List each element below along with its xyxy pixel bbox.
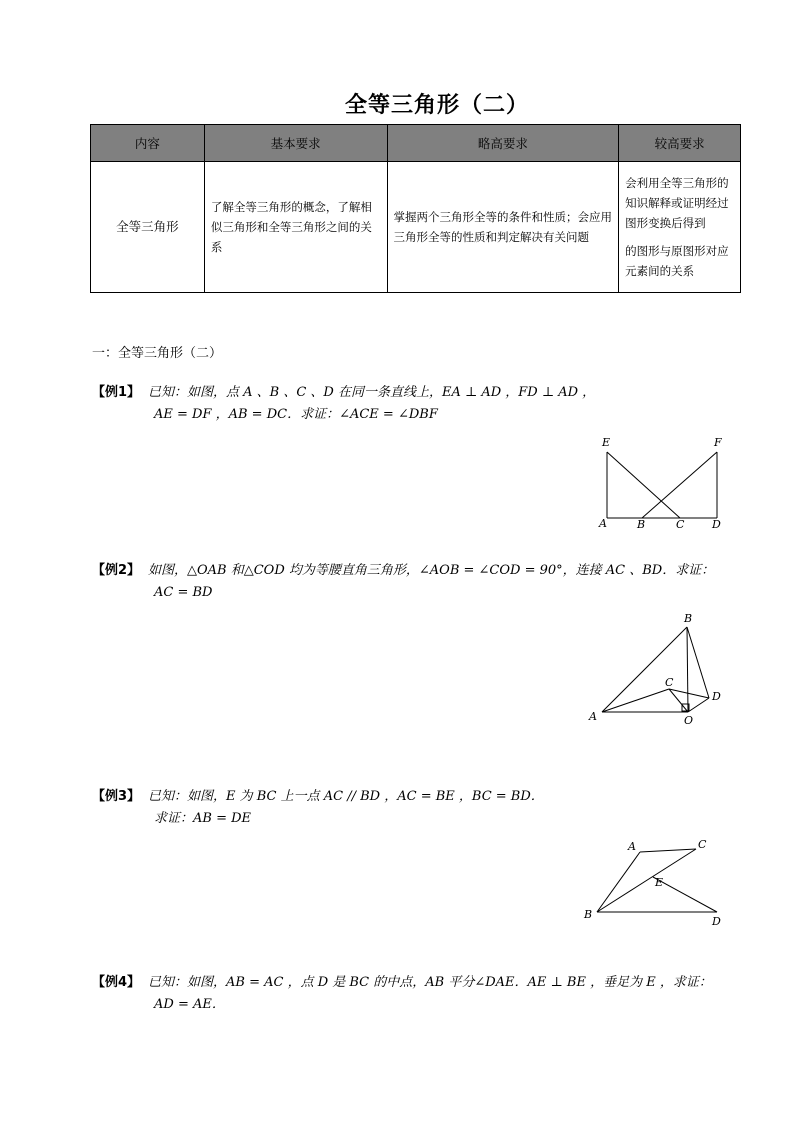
label-b: B [637,518,646,531]
example-statement: 如图，△OAB 和△COD 均为等腰直角三角形，∠AOB = ∠COD = 90°，连接 AC 、BD．求证： [148,563,715,578]
segment-bc [597,849,696,912]
cell-higher: 掌握两个三角形全等的条件和性质；会应用三角形全等的性质和判定解决有关问题 [387,162,619,293]
section-title: 一：全等三角形（二） [92,346,223,361]
example-statement-cont: AD = AE． [154,997,225,1012]
page-title: 全等三角形（二） [344,93,529,118]
example-statement: 已知：如图，点 A 、B 、C 、D 在同一条直线上，EA ⊥ AD ，FD ⊥ AD ， [148,385,596,400]
example-statement-cont: AC = BD [154,585,213,600]
label-a: A [599,517,607,530]
label-f: F [714,436,722,449]
label-d: D [712,690,721,703]
label-a: A [628,840,636,853]
cell-highest-part2: 的图形与原图形对应元素间的关系 [625,244,729,278]
label-b: B [684,612,693,625]
example-statement: 已知：如图，E 为 BC 上一点 AC // BD ，AC = BE ，BC = BD． [148,789,544,804]
label-a: A [589,710,597,723]
header-higher: 略高要求 [387,125,619,162]
label-d: D [712,518,721,531]
example-tag: 【例3】 [92,789,141,804]
label-c: C [665,676,674,689]
example-statement-cont: 求证：AB = DE [154,811,252,826]
example-statement: 已知：如图，AB = AC ，点 D 是 BC 的中点，AB 平分∠DAE．AE ⊥ BE ，垂足为 E ，求证： [148,975,712,990]
cell-content: 全等三角形 [91,162,205,293]
example-tag: 【例2】 [92,563,141,578]
label-e: E [602,436,611,449]
label-c: C [676,518,685,531]
header-basic: 基本要求 [204,125,387,162]
example-statement-cont: AE = DF ，AB = DC．求证：∠ACE = ∠DBF [154,407,438,422]
cell-basic: 了解全等三角形的概念，了解相似三角形和全等三角形之间的关系 [204,162,387,293]
segment-ac [640,849,696,852]
label-e: E [655,876,664,889]
label-d: D [712,915,721,928]
header-content: 内容 [91,125,205,162]
example-tag: 【例4】 [92,975,141,990]
label-c: C [698,838,707,851]
example-tag: 【例1】 [92,385,141,400]
segment-ab [597,852,640,912]
label-o: O [684,714,694,727]
example-4 [92,972,712,1016]
label-b: B [584,908,593,921]
cell-highest-part1: 会利用全等三角形的知识解释或证明经过图形变换后得到 [625,176,729,230]
header-highest: 较高要求 [619,125,741,162]
